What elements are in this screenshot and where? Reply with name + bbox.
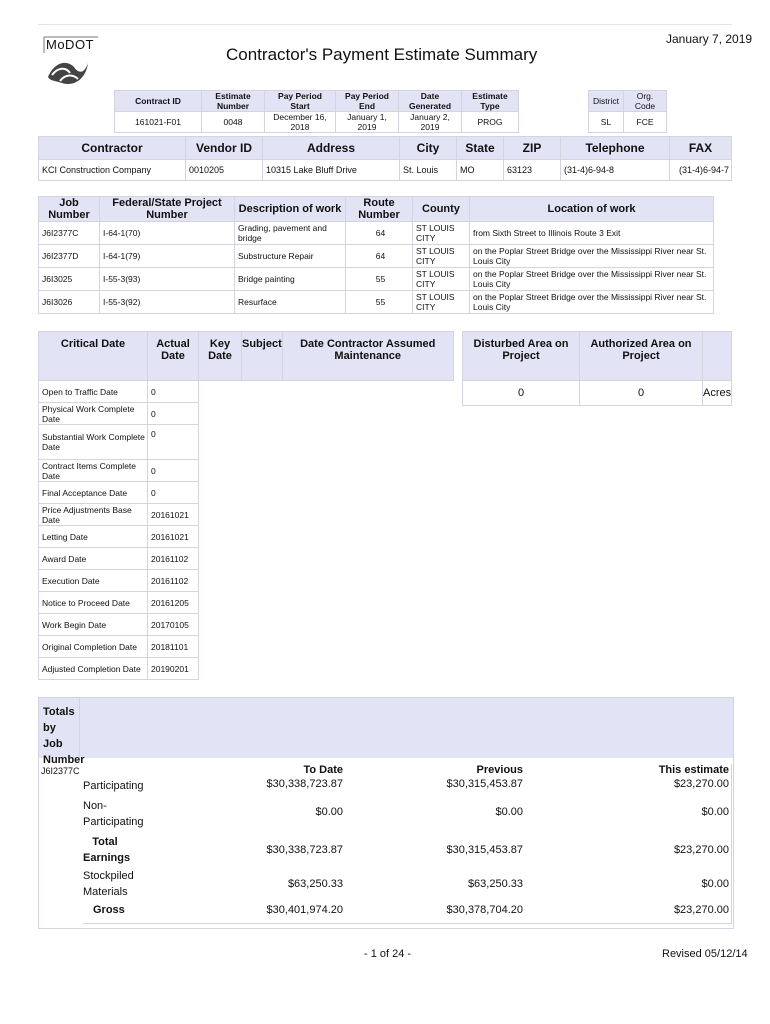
col-header: Federal/State Project Number — [100, 197, 235, 222]
contractor-name: KCI Construction Company — [39, 160, 186, 181]
actual-date: 20190201 — [148, 658, 199, 680]
actual-date: 20161021 — [148, 504, 199, 526]
modot-logo — [40, 33, 102, 91]
col-header: Contract ID — [115, 91, 202, 112]
table-row — [39, 291, 714, 314]
col-header: Telephone — [561, 137, 670, 160]
critical-date-label: Work Begin Date — [39, 614, 148, 636]
district-value: SL — [589, 112, 624, 133]
col-header: Vendor ID — [186, 137, 263, 160]
critical-date-label: Letting Date — [39, 526, 148, 548]
org-code-value: FCE — [624, 112, 667, 133]
col-header: Estimate Number — [202, 91, 265, 112]
county: ST LOUIS CITY — [413, 245, 470, 268]
row-label: Gross — [93, 904, 125, 916]
disturbed-area-value: 0 — [463, 381, 580, 406]
col-header: Critical Date — [39, 332, 148, 381]
work-description: Substructure Repair — [235, 245, 346, 268]
col-header: Actual Date — [148, 332, 199, 381]
col-to-date: To Date — [303, 764, 343, 776]
this-estimate-value: $23,270.00 — [673, 778, 729, 790]
table-row — [39, 381, 454, 403]
col-header: ZIP — [504, 137, 561, 160]
totals-section — [38, 697, 734, 929]
actual-date: 0 — [148, 381, 199, 403]
critical-date-label: Notice to Proceed Date — [39, 592, 148, 614]
critical-dates-table — [38, 331, 454, 680]
actual-date: 20161205 — [148, 592, 199, 614]
col-this-estimate: This estimate — [658, 764, 729, 776]
table-row — [39, 548, 454, 570]
col-header: Address — [263, 137, 400, 160]
to-date-value: $30,401,974.20 — [266, 904, 343, 916]
row-label: Non-Participating — [83, 800, 144, 828]
contract-id: 161021-F01 — [115, 112, 202, 133]
col-header: Disturbed Area on Project — [463, 332, 580, 381]
state: MO — [457, 160, 504, 181]
col-header: Subject — [242, 332, 283, 381]
table-row — [39, 245, 714, 268]
col-header: City — [400, 137, 457, 160]
table-row — [39, 658, 454, 680]
critical-date-label: Open to Traffic Date — [39, 381, 148, 403]
col-header: Key Date — [199, 332, 242, 381]
actual-date: 20161102 — [148, 548, 199, 570]
contractor-table — [38, 136, 732, 181]
critical-date-label: Price Adjustments Base Date — [39, 504, 148, 526]
route-number: 64 — [346, 245, 413, 268]
col-header — [703, 332, 732, 381]
previous-value: $30,315,453.87 — [446, 778, 523, 790]
work-location: on the Poplar Street Bridge over the Mississippi River near St. Louis City — [470, 245, 714, 268]
previous-value: $30,315,453.87 — [446, 844, 523, 856]
work-location: on the Poplar Street Bridge over the Mississippi River near St. Louis City — [470, 268, 714, 291]
city: St. Louis — [400, 160, 457, 181]
this-estimate-value: $0.00 — [701, 878, 729, 890]
totals-grid — [83, 764, 732, 924]
table-row — [39, 614, 454, 636]
previous-value: $0.00 — [495, 806, 523, 818]
actual-date: 20161021 — [148, 526, 199, 548]
col-header: Description of work — [235, 197, 346, 222]
col-header: Date Contractor Assumed Maintenance — [282, 332, 453, 381]
col-header: Date Generated — [399, 91, 462, 112]
jobs-table — [38, 196, 714, 314]
estimate-type: PROG — [462, 112, 519, 133]
actual-date: 0 — [148, 425, 199, 460]
county: ST LOUIS CITY — [413, 291, 470, 314]
project-number: I-64-1(70) — [100, 222, 235, 245]
critical-date-label: Final Acceptance Date — [39, 482, 148, 504]
actual-date: 20170105 — [148, 614, 199, 636]
col-header: Org. Code — [624, 91, 667, 112]
critical-date-label: Adjusted Completion Date — [39, 658, 148, 680]
critical-date-label: Execution Date — [39, 570, 148, 592]
to-date-value: $63,250.33 — [287, 878, 343, 890]
col-header: State — [457, 137, 504, 160]
vendor-id: 0010205 — [186, 160, 263, 181]
table-row — [39, 636, 454, 658]
page-title: Contractor's Payment Estimate Summary — [226, 45, 538, 64]
col-header: Pay Period Start — [265, 91, 336, 112]
totals-job-number: J6I2377C — [41, 766, 80, 776]
work-description: Resurface — [235, 291, 346, 314]
work-location: on the Poplar Street Bridge over the Mississippi River near St. Louis City — [470, 291, 714, 314]
logo-text: MoDOT — [46, 37, 94, 52]
route-number: 55 — [346, 268, 413, 291]
critical-date-label: Award Date — [39, 548, 148, 570]
table-row — [39, 592, 454, 614]
contract-info-table — [114, 90, 519, 133]
col-header: Pay Period End — [336, 91, 399, 112]
job-number: J6I3026 — [39, 291, 100, 314]
work-location: from Sixth Street to Illinois Route 3 Exit — [470, 222, 714, 245]
page-number: - 1 of 24 - — [364, 948, 412, 960]
previous-value: $30,378,704.20 — [446, 904, 523, 916]
table-row — [39, 504, 454, 526]
actual-date: 0 — [148, 482, 199, 504]
table-row — [39, 526, 454, 548]
totals-header-label: Totals by Job Number — [43, 706, 85, 766]
project-number: I-64-1(79) — [100, 245, 235, 268]
area-table — [462, 331, 732, 406]
actual-date: 20161102 — [148, 570, 199, 592]
totals-header — [39, 698, 733, 766]
authorized-area-value: 0 — [580, 381, 703, 406]
table-row — [39, 482, 454, 504]
this-estimate-value: $23,270.00 — [673, 904, 729, 916]
table-row — [39, 425, 454, 460]
this-estimate-value: $23,270.00 — [673, 844, 729, 856]
project-number: I-55-3(92) — [100, 291, 235, 314]
this-estimate-value: $0.00 — [701, 806, 729, 818]
table-row — [39, 570, 454, 592]
actual-date: 0 — [148, 460, 199, 482]
col-header: Job Number — [39, 197, 100, 222]
area-unit: Acres — [703, 381, 732, 406]
col-header: FAX — [670, 137, 732, 160]
critical-date-label: Original Completion Date — [39, 636, 148, 658]
report-date: January 7, 2019 — [666, 32, 753, 46]
job-number: J6I3025 — [39, 268, 100, 291]
work-description: Grading, pavement and bridge — [235, 222, 346, 245]
job-number: J6I2377C — [39, 222, 100, 245]
project-number: I-55-3(93) — [100, 268, 235, 291]
table-row — [39, 268, 714, 291]
col-header: District — [589, 91, 624, 112]
col-previous: Previous — [476, 764, 523, 776]
county: ST LOUIS CITY — [413, 268, 470, 291]
route-number: 64 — [346, 222, 413, 245]
revision-date: Revised 05/12/14 — [662, 948, 748, 960]
to-date-value: $0.00 — [315, 806, 343, 818]
col-header: Location of work — [470, 197, 714, 222]
row-label: Participating — [83, 780, 144, 792]
to-date-value: $30,338,723.87 — [266, 778, 343, 790]
pay-period-start: December 16, 2018 — [265, 112, 336, 133]
district-table — [588, 90, 667, 133]
critical-date-label: Substantial Work Complete Date — [39, 425, 148, 460]
fax: (31-4)6-94-7 — [670, 160, 732, 181]
previous-value: $63,250.33 — [467, 878, 523, 890]
top-rule — [38, 24, 732, 25]
col-header: County — [413, 197, 470, 222]
job-number: J6I2377D — [39, 245, 100, 268]
table-row — [39, 222, 714, 245]
actual-date: 20181101 — [148, 636, 199, 658]
row-label: Total Earnings — [83, 836, 131, 864]
estimate-number: 0048 — [202, 112, 265, 133]
table-row — [39, 403, 454, 425]
route-number: 55 — [346, 291, 413, 314]
critical-date-label: Physical Work Complete Date — [39, 403, 148, 425]
to-date-value: $30,338,723.87 — [266, 844, 343, 856]
telephone: (31-4)6-94-8 — [561, 160, 670, 181]
actual-date: 0 — [148, 403, 199, 425]
row-label: Stockpiled Materials — [83, 870, 134, 898]
col-header: Contractor — [39, 137, 186, 160]
date-generated: January 2, 2019 — [399, 112, 462, 133]
col-header: Authorized Area on Project — [580, 332, 703, 381]
zip: 63123 — [504, 160, 561, 181]
county: ST LOUIS CITY — [413, 222, 470, 245]
work-description: Bridge painting — [235, 268, 346, 291]
address: 10315 Lake Bluff Drive — [263, 160, 400, 181]
col-header: Route Number — [346, 197, 413, 222]
pay-period-end: January 1, 2019 — [336, 112, 399, 133]
table-row — [39, 460, 454, 482]
critical-date-label: Contract Items Complete Date — [39, 460, 148, 482]
col-header: Estimate Type — [462, 91, 519, 112]
